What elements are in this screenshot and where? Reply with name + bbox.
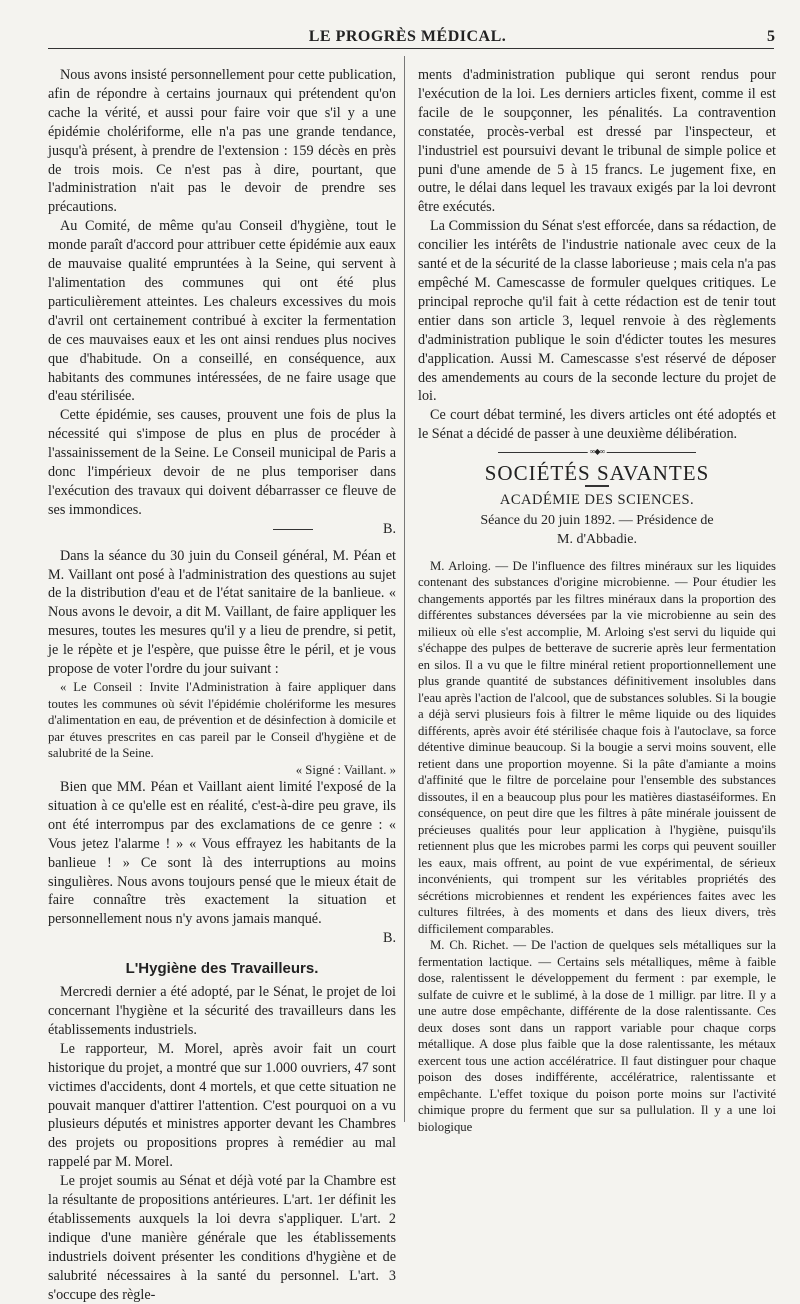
left-column [48,66,396,1304]
paragraph: Le rapporteur, M. Morel, après avoir fait un court historique du projet, a montré que sur 1.000 ouvriers, 47 sont victimes d'accidents, dont 4 mortels, et que cette situation ne pouvait manquer d'attirer l'attention. C'est pourquoi on a vu plusieurs députés et ministres apporter devant les Chambres des projets ou propositions propres à remédier au mal rappelé par M. Morel. [48,1040,396,1171]
section-heading: SOCIÉTÉS SAVANTES [484,461,710,486]
paragraph: Nous avons insisté personnellement pour cette publication, afin de répondre à certains journaux qui prétendent qu'on cache la vérité, et aussi pour faire voir que s'il y a une épidémie cholériforme, elle n'a pas une grande tendance, jusqu'à présent, à prendre de l'extension : 159 décès en près de trois mois. Ce n'est pas à dire, pourtant, que l'administration n'ait pas le devoir de prendre ses précautions. [48,67,396,216]
paragraph: M. Ch. Richet. — De l'action de quelques sels métalliques sur la fermentation lactique. — Certains sels métalliques, même à faible dose, ralentissent le développement du ferment : par exemple, le sulfate de cuivre et le sublimé, à la dose de 1 milligr. par litre. Il y a une autre dose empêchante, différente de la dose ralentissante. Ces deux doses sont dans un rapport variable pour chaque corps métallique. A dose plus faible que la dose ralentissante, les métaux exercent tous une action accélératrice. Il faut distinguer pour chaque poison des doses indifférente, accélératrice, ralentissante et empêchante. L'effet toxique du poison porte moins sur l'activité chimique propre du ferment que sur sa pullulation. Il y a une loi biologique [418,938,776,1134]
report-block [418,558,776,1136]
right-column [418,66,776,1135]
seance-date: Séance du 20 juin 1892. — Présidence de [480,512,714,528]
signature-row [48,520,396,539]
paragraph: M. Arloing. — De l'influence des filtres minéraux sur les liquides contenant des substances d'origine microbienne. — Pour étudier les changements apportés par les filtres minéraux dans la proportion des différentes substances déversées par la vie microbienne au sein des milieux où elle s'est accomplie, M. Arloing s'est servi du liquide qui s'échappe des pulpes de betterave de sucrerie après leur fermentation en silos. Il a vu que le filtre minéral retient proportionnellement une plus grande quantité de substances définitivement insolubles dans l'eau après l'action de l'alcool, que de substances solubles. Si la bougie a déjà servi plusieurs fois à filtrer le même liquide ou des liquides différents, après avoir été stérilisée chaque fois à l'autoclave, sa force détentive diminue beaucoup. Si la bougie a servi moins souvent, elle retient dans une proportion moyenne. Si la pâte d'amiante a moins d'affinité que le filtre de porcelaine pour l'ensemble des substances dissoutes, il en a beaucoup plus pour les matières diastaséiformes. En conséquence, on peut dire que les filtres à pâte minérale jouissent de précieuses qualités pour leur application à l'hygiène, puisqu'ils retiennent plus que les microbes parmi les corps qui peuvent souiller les eaux, mais offrent, au point de vue expérimental, de sérieux inconvénients, qui trompent sur les véritables propriétés des sécrétions microbiennes et rendent les expériences faites avec les cultures filtrées, à des moments et dans des lieux divers, très difficilement comparables. [418,558,776,936]
paragraph: ments d'administration publique qui seront rendus pour l'exécution de la loi. Les derniers articles fixent, comme il est facile de le soupçonner, les pénalités. La contravention constatée, procès-verbal est dressé par l'inspecteur, et l'industriel est poursuivi devant le tribunal de simple police et puni d'une amende de 5 à 15 francs. Le jugement fixe, en outre, le délai dans lequel les travaux exigés par la loi devront être exécutés. [418,67,776,216]
paragraph: Au Comité, de même qu'au Conseil d'hygiène, tout le monde paraît d'accord pour attribuer cette épidémie aux eaux de mauvaise qualité empruntées à la Seine, qui servent à l'alimentation des communes qui ont été plus particulièrement atteintes. Les chaleurs excessives du mois d'avril ont certainement contribué à exciter la fermentation de ces mauvaises eaux et les ont ainsi rendues plus nocives que d'habitude. On a conseillé, en conséquence, aux habitants des communes intéressées, de ne faire usage que d'eau stérilisée. [48,218,396,405]
section-title: L'Hygiène des Travailleurs. [125,960,319,978]
paragraph: Ce court débat terminé, les divers articles ont été adoptés et le Sénat a décidé de passer à une deuxième délibération. [418,407,776,443]
signature: B. [382,930,396,947]
signature: B. [382,520,396,537]
academy-heading: ACADÉMIE DES SCIENCES. [499,492,695,509]
paragraph: La Commission du Sénat s'est efforcée, dans sa rédaction, de concilier les intérêts de l'industrie nationale avec ceux de la santé et de la sécurité de la classe laborieuse ; mais cela n'a pas empêché M. Camescasse de formuler quelques critiques. Le principal reproche qu'il fait à cette rédaction est de tenir tout entier dans son article 3, lequel renvoie à des règlements d'administration publique le soin d'édicter toutes les mesures d'application. Aussi M. Camescasse s'est réservé de déposer des amendements au cours de la seconde lecture du projet de loi. [418,218,776,405]
ornament-divider: ∞◆∞ [418,448,776,456]
quote-block [48,679,396,778]
paragraph: Cette épidémie, ses causes, prouvent une fois de plus la nécessité qui s'impose de plus en plus de procéder à l'assainissement de la Seine. Le Conseil municipal de Paris a donc l'impérieux devoir de ne plus temporiser dans l'exécution des travaux qui doivent débarrasser ce fleuve de ses immondices. [48,407,396,518]
seance-line [418,512,776,550]
paragraph: Bien que MM. Péan et Vaillant aient limité l'exposé de la situation à ce qu'elle est en réalité, c'est-à-dire peu grave, ils ont été interrompus par des exclamations de ce genre : « Vous jetez l'alarme ! » « Vous effrayez les habitants de la banlieue ! » Ce sont là des interruptions au moins singulières. Nous avons toujours pensé que le mieux était de faire connaître très exactement la situation et personnellement nous n'y avons jamais manqué. [48,779,396,928]
quote-signature: « Signé : Vaillant. » [295,762,396,777]
quote-text: « Le Conseil : Invite l'Administration à faire appliquer dans toutes les communes où sévit l'épidémie cholériforme les mesures d'alimentation en eau, de prévention et de désinfection à domicile et par étuves prescrites en cas pareil par le Conseil d'hygiène et de salubrité de la Seine. [48,680,396,760]
journal-title: LE PROGRÈS MÉDICAL. [308,28,507,45]
paragraph: Mercredi dernier a été adopté, par le Sénat, le projet de loi concernant l'hygiène et la sécurité des travailleurs dans les établissements industriels. [48,984,396,1038]
page-header [40,28,775,48]
title-dash [585,485,609,487]
column-divider [404,56,405,1122]
paragraph: Dans la séance du 30 juin du Conseil général, M. Péan et M. Vaillant ont posé à l'administration des questions au sujet de la distribution d'eau et de l'état sanitaire de la banlieue. « Nous avons le devoir, a dit M. Vaillant, de faire appliquer les mesures, toutes les mesures qu'il y a lieu de prendre, si petit, je le répète et je l'espère, que puisse être le péril, et je vous propose de voter l'ordre du jour suivant : [48,547,396,678]
short-rule [273,529,313,530]
seance-president: M. d'Abbadie. [557,531,637,547]
paragraph: Le projet soumis au Sénat et déjà voté par la Chambre est la résultante de propositions antérieures. L'art. 1er définit les établissements auxquels la loi devra s'appliquer. L'art. 2 indique d'une manière générale que les établissements industriels doivent présenter les conditions d'hygiène et de salubrité nécessaires à la santé du personnel. L'art. 3 s'occupe des règle- [48,1173,396,1303]
header-rule [48,48,774,49]
page-number: 5 [767,28,775,45]
